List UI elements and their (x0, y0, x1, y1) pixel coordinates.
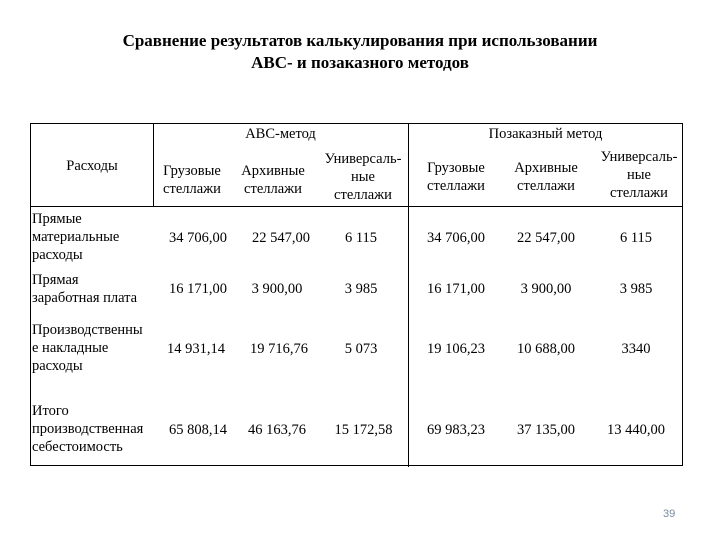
table-cell: 46 163,76 (248, 422, 306, 438)
page-number: 39 (663, 508, 676, 520)
subheader-abc-universal: Универсаль- ные стеллажи (324, 151, 402, 203)
group-header-job-order: Позаказный метод (488, 126, 603, 142)
table-cell: 3 900,00 (520, 281, 572, 297)
row-label-direct-labor: Прямая заработная плата (32, 272, 138, 306)
table-cell: 69 983,23 (427, 422, 485, 438)
table-cell: 3 985 (619, 281, 653, 297)
table-cell: 34 706,00 (427, 230, 485, 246)
table-cell: 6 115 (619, 230, 653, 246)
row-label-total-production-cost: Итого производственная себестоимость (32, 403, 144, 455)
comparison-table (30, 123, 683, 466)
table-cell: 15 172,58 (334, 422, 393, 438)
subheader-job-archive: Архивные стеллажи (514, 160, 578, 194)
table-cell: 6 115 (344, 230, 378, 246)
title-line-2: ABC- и позаказного методов (251, 53, 469, 72)
table-cell: 14 931,14 (167, 341, 225, 357)
row-label-direct-materials: Прямые материальные расходы (32, 211, 120, 263)
table-cell: 16 171,00 (427, 281, 485, 297)
title-line-1: Сравнение результатов калькулирования при использовании (122, 31, 598, 50)
table-cell: 37 135,00 (517, 422, 575, 438)
subheader-job-universal: Универсаль- ные стеллажи (600, 149, 678, 201)
table-cell: 3 900,00 (251, 281, 303, 297)
table-cell: 19 716,76 (250, 341, 308, 357)
subheader-job-cargo: Грузовые стеллажи (427, 160, 485, 194)
table-cell: 10 688,00 (517, 341, 575, 357)
table-cell: 16 171,00 (169, 281, 227, 297)
table-cell: 22 547,00 (252, 230, 310, 246)
subheader-abc-cargo: Грузовые стеллажи (163, 163, 221, 197)
page-title (0, 30, 720, 74)
table-cell: 3 985 (344, 281, 378, 297)
row-label-production-overhead: Производственны е накладные расходы (32, 322, 143, 374)
group-header-abc: ABC-метод (245, 126, 316, 142)
row-header-label: Расходы (66, 158, 118, 174)
table-cell: 13 440,00 (607, 422, 665, 438)
table-cell: 22 547,00 (517, 230, 575, 246)
table-cell: 65 808,14 (169, 422, 227, 438)
table-cell: 34 706,00 (169, 230, 227, 246)
table-cell: 5 073 (344, 341, 378, 357)
table-cell: 19 106,23 (427, 341, 485, 357)
subheader-abc-archive: Архивные стеллажи (241, 163, 305, 197)
table-cell: 3340 (621, 341, 651, 357)
header-bottom-line (31, 206, 682, 207)
